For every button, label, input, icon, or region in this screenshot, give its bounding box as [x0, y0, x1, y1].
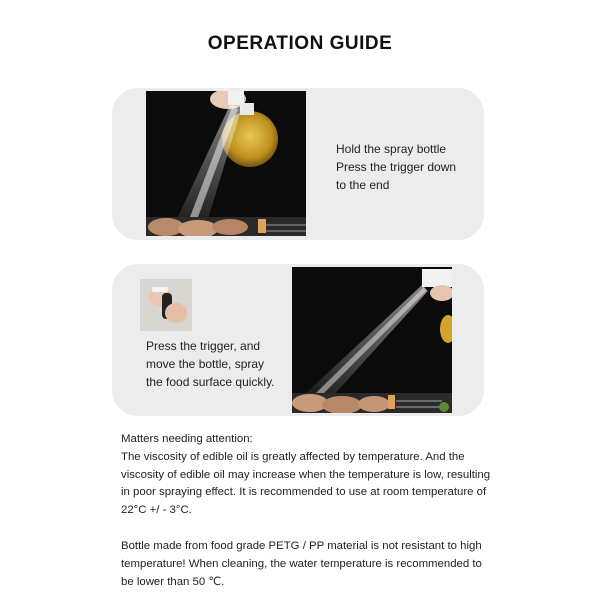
step-1-line-3: to the end — [336, 178, 390, 192]
step-2-instructions — [146, 337, 296, 391]
step-1-line-2: Press the trigger down — [336, 160, 457, 174]
notes-paragraph-1: The viscosity of edible oil is greatly affected by temperature. And the viscosity of edible oil may increase when the temperature is low, resulting in poor spraying effect. It is recommended to use at room temperature of 22°C +/ - 3°C. — [121, 450, 491, 517]
step-2-line-3: the food surface quickly. — [146, 375, 275, 389]
spray-bottle-photo — [146, 91, 306, 236]
step-1-line-1: Hold the spray bottle — [336, 142, 447, 156]
hand-trigger-photo — [140, 279, 192, 331]
step-1-instructions — [336, 140, 476, 194]
step-card-2 — [112, 264, 484, 416]
notes-paragraph-2: Bottle made from food grade PETG / PP material is not resistant to high temperature! When cleaning, the water temperature is recommended to be lower than 50 ℃. — [121, 539, 482, 588]
notes-heading: Matters needing attention: — [121, 433, 253, 445]
spray-bottle-photo-2 — [292, 267, 452, 413]
step-card-1 — [112, 88, 484, 240]
page-title: OPERATION GUIDE — [207, 33, 393, 54]
attention-notes — [121, 431, 496, 591]
step-2-line-1: Press the trigger, and — [146, 339, 261, 353]
step-2-line-2: move the bottle, spray — [146, 357, 265, 371]
